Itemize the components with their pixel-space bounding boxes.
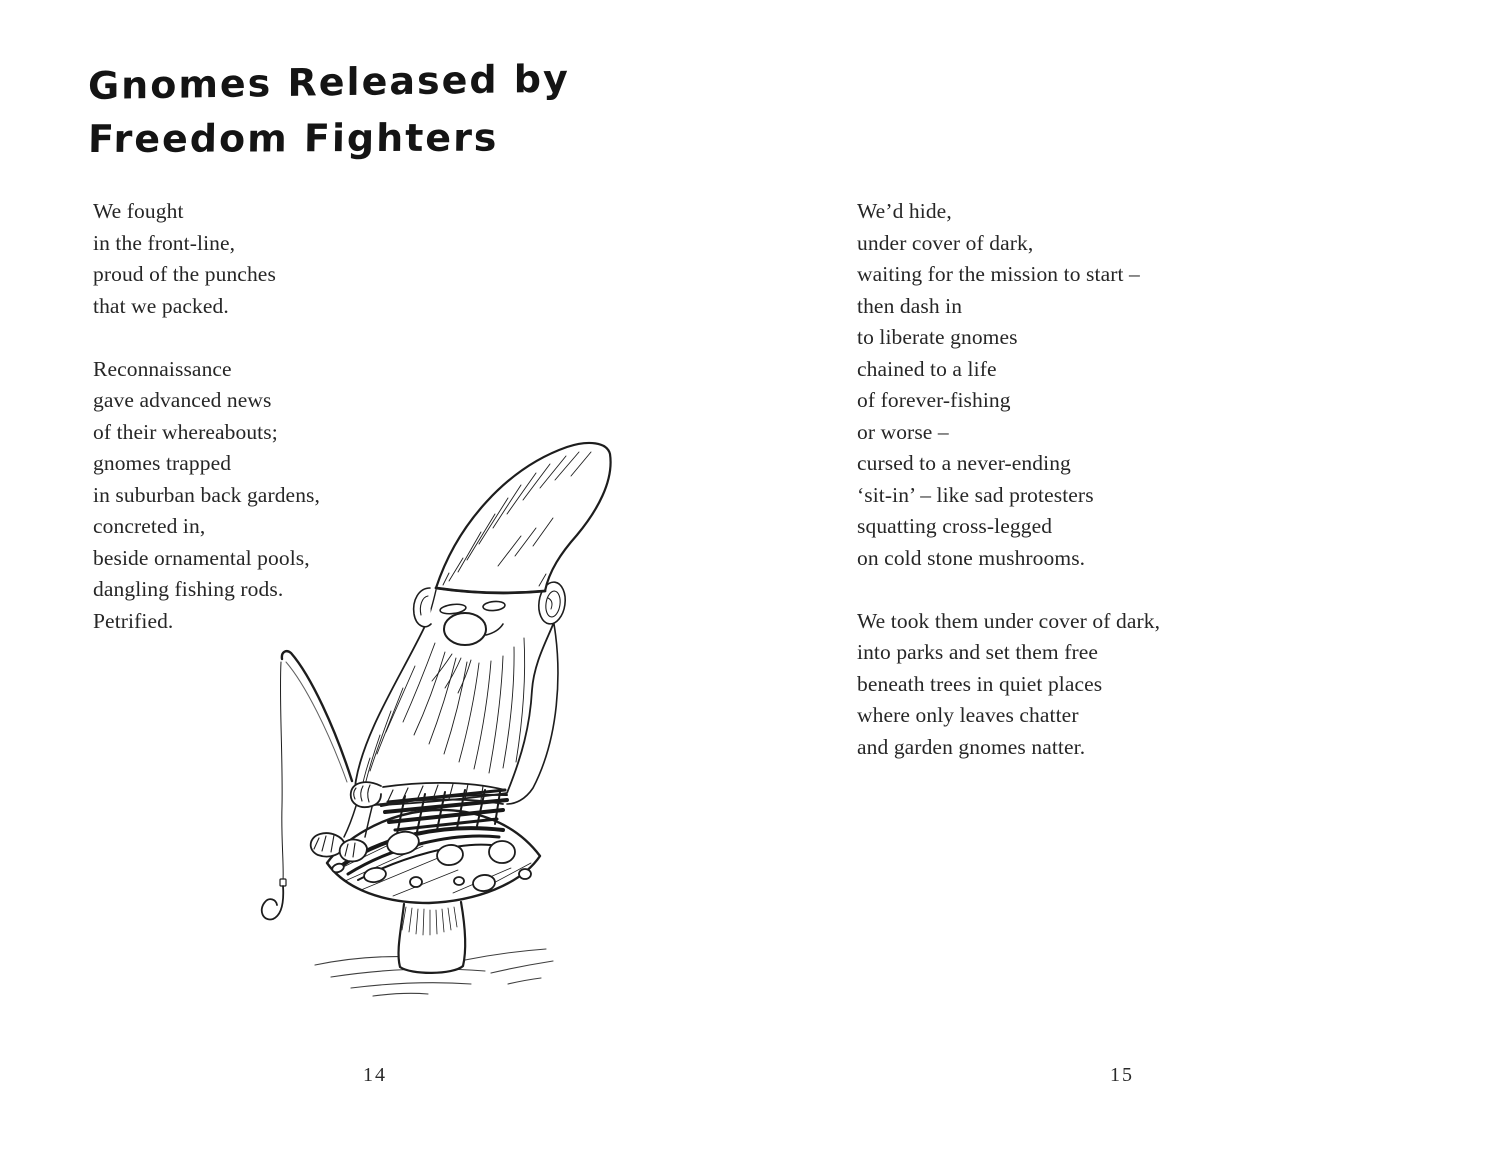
poem-line: and garden gnomes natter.	[857, 734, 1086, 759]
poem-line: cursed to a never-ending	[857, 451, 1071, 475]
poem-line: in suburban back gardens,	[93, 482, 320, 507]
poem-line: Petrified.	[93, 608, 174, 633]
stanza-4	[857, 606, 1160, 764]
poem-line: chained to a life	[857, 356, 997, 381]
poem-line: that we packed.	[93, 293, 229, 318]
gnome-right-eye	[483, 601, 506, 612]
poem-line: in the front-line,	[93, 230, 236, 255]
gnome-face	[426, 590, 554, 645]
poem-line: proud of the punches	[93, 262, 276, 286]
poem-line: where only leaves chatter	[857, 703, 1079, 727]
poem-line: We took them under cover of dark,	[857, 608, 1161, 633]
poem-line: gave advanced news	[93, 388, 272, 412]
poem-line: concreted in,	[93, 514, 206, 538]
gnome-hand	[351, 782, 381, 807]
fishing-rod	[282, 651, 352, 782]
gnome-nose	[444, 613, 486, 645]
poem-line: on cold stone mushrooms.	[857, 545, 1086, 570]
poem-line: of their whereabouts;	[93, 419, 278, 444]
poem-line: Reconnaissance	[93, 356, 232, 381]
gnome-smile	[486, 624, 503, 635]
page-number-right: 15	[1110, 1064, 1134, 1086]
poem-line: We’d hide,	[857, 199, 952, 223]
poem-line: ‘sit-in’ – like sad protesters	[857, 482, 1094, 507]
stanza-3	[857, 196, 1160, 574]
poem-line: waiting for the mission to start –	[857, 262, 1140, 286]
poem-line: We fought	[93, 199, 184, 223]
gnome-hat	[436, 443, 611, 593]
poem-line: under cover of dark,	[857, 230, 1034, 255]
mushroom-stem	[399, 902, 466, 973]
poem-line: then dash in	[857, 293, 963, 318]
fishing-hook	[262, 886, 283, 919]
poem-line: beside ornamental pools,	[93, 545, 310, 570]
poem-title-line2: Freedom Fighters	[87, 115, 499, 162]
poem-line: squatting cross-legged	[857, 514, 1053, 538]
poem-line: gnomes trapped	[93, 451, 232, 475]
poem-line: into parks and set them free	[857, 640, 1099, 664]
poem-title	[87, 56, 570, 166]
gnome-fishing-illustration	[253, 438, 625, 1003]
line-knot	[280, 879, 286, 886]
gnome-body-edge	[507, 624, 558, 804]
stanza-1	[93, 196, 320, 322]
poem-line: of forever-fishing	[857, 388, 1011, 412]
page-number-left: 14	[363, 1064, 387, 1086]
poem-text-right	[857, 196, 1160, 763]
poem-title-line1: Gnomes Released by	[87, 56, 570, 109]
fishing-line	[280, 662, 286, 886]
poem-line: dangling fishing rods.	[93, 577, 284, 601]
poem-line: beneath trees in quiet places	[857, 671, 1103, 696]
gnome-beard	[355, 622, 554, 805]
poem-line: or worse –	[857, 419, 949, 444]
poem-line: to liberate gnomes	[857, 325, 1018, 349]
